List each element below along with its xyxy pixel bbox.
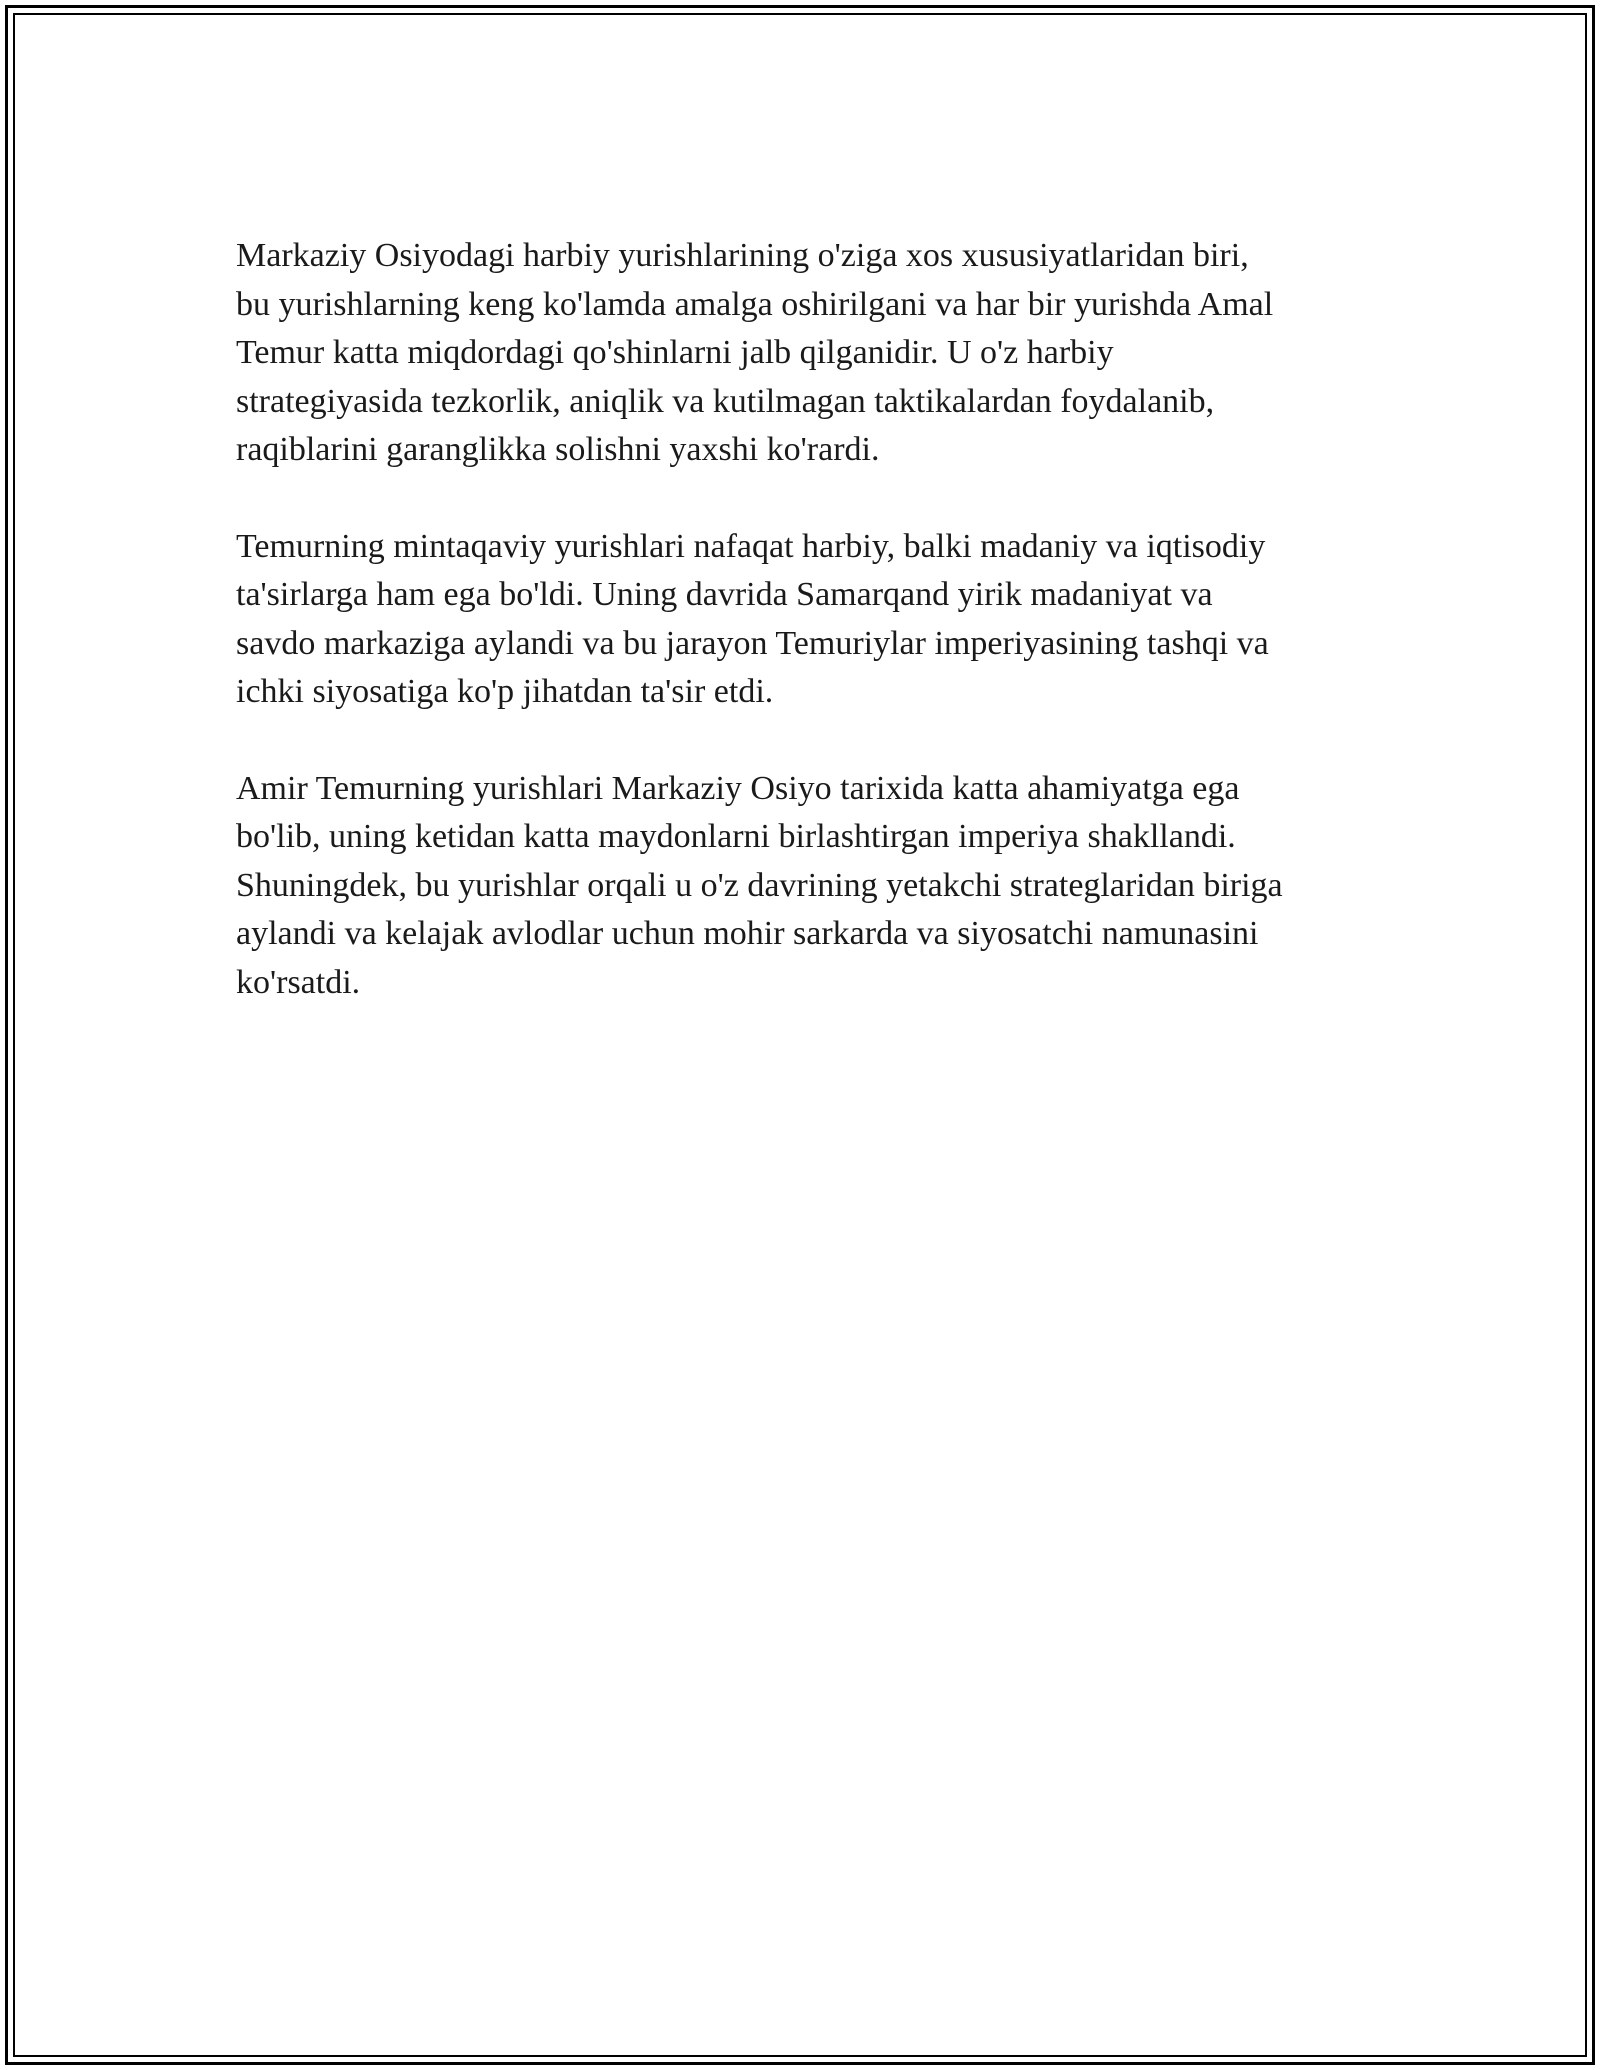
paragraph-1 [236,232,1376,475]
paragraph-line: aylandi va kelajak avlodlar uchun mohir sarkarda va siyosatchi namunasini [236,915,1259,952]
paragraph-line: raqiblarini garanglikka solishni yaxshi ko'rardi. [236,431,880,468]
paragraph-line: Shuningdek, bu yurishlar orqali u o'z davrining yetakchi strateglaridan biriga [236,866,1283,904]
paragraph-line: ta'sirlarga ham ega bo'ldi. Uning davrida Samarqand yirik madaniyat va [236,576,1213,613]
paragraph-line: Temur katta miqdordagi qo'shinlarni jalb qilganidir. U o'z harbiy [236,334,1114,371]
paragraph-line: ko'rsatdi. [236,963,361,1001]
paragraph-line: Temurning mintaqaviy yurishlari nafaqat harbiy, balki madaniy va iqtisodiy [236,527,1266,565]
paragraph-3 [236,765,1376,1008]
paragraph-line: bo'lib, uning ketidan katta maydonlarni birlashtirgan imperiya shakllandi. [236,818,1236,855]
paragraph-line: Markaziy Osiyodagi harbiy yurishlarining o'ziga xos xususiyatlaridan biri, [236,237,1249,274]
paragraph-line: savdo markaziga aylandi va bu jarayon Temuriylar imperiyasining tashqi va [236,624,1269,662]
paragraph-2 [236,523,1376,717]
document-body [236,232,1376,1055]
paragraph-line: Amir Temurning yurishlari Markaziy Osiyo tarixida katta ahamiyatga ega [236,769,1240,807]
paragraph-line: ichki siyosatiga ko'p jihatdan ta'sir etdi. [236,673,774,710]
paragraph-line: strategiyasida tezkorlik, aniqlik va kutilmagan taktikalardan foydalanib, [236,382,1215,420]
paragraph-line: bu yurishlarning keng ko'lamda amalga oshirilgani va har bir yurishda Amal [236,285,1274,323]
